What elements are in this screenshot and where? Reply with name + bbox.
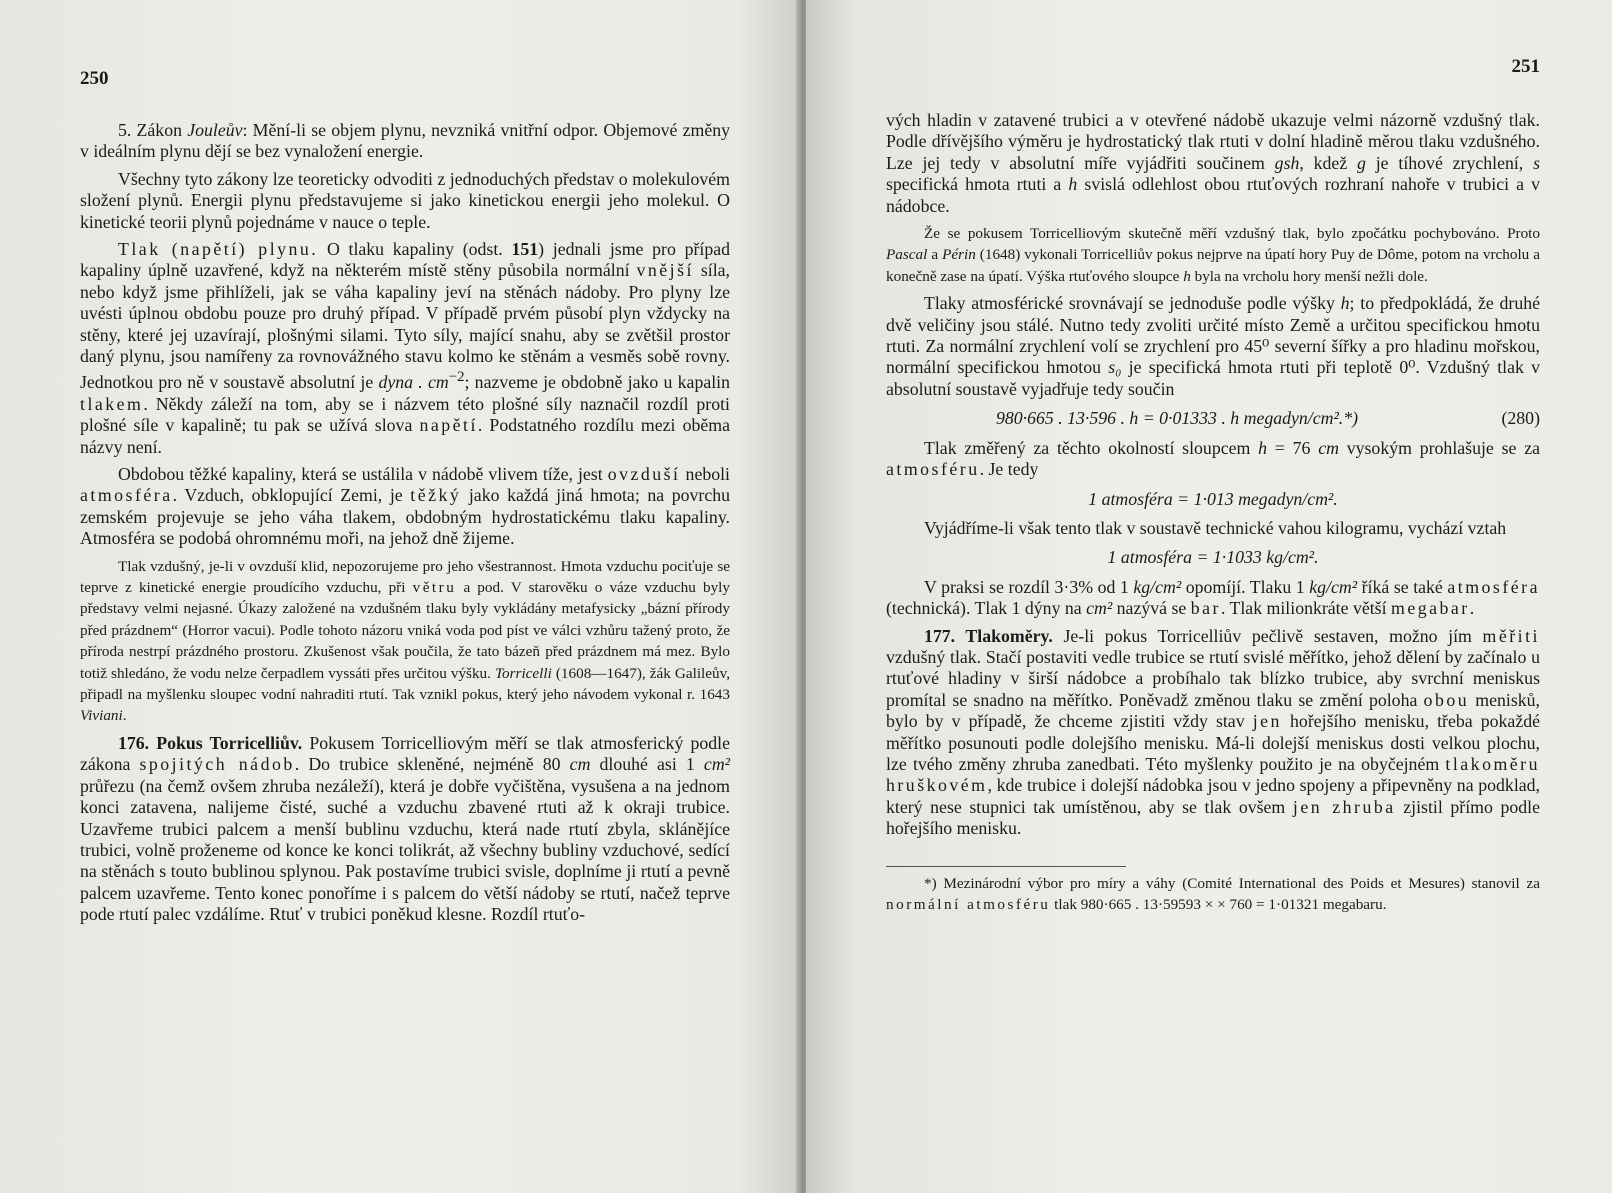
section-heading: 176. Pokus Torricelliův.: [118, 732, 303, 753]
paragraph: Tlaky atmosférické srovnávají se jednoduše podle výšky h; to předpokládá, že druhé dvě veličiny jsou stálé. Nutno tedy zvoliti určité místo Země a určitou specifickou hmotu rtuti. Za normální zrychlení volí se zrychlení pro 45⁰ severní šířky a pro hladinu mořskou, normální specifickou hmotou s₀ je specifická hmota rtuti při teplotě 0⁰. Vzdušný tlak v absolutní soustavě vyjadřuje tedy součin: [886, 293, 1541, 399]
footnote-rule: [886, 866, 1126, 867]
paragraph: Tlak změřený za těchto okolností sloupcem h = 76 cm vysokým prohlašuje se za atmosféru. Je tedy: [886, 437, 1540, 480]
equation-atmosphere: 1 atmosféra = 1·013 megadyn/cm².: [1088, 488, 1338, 509]
equation-280: 980·665 . 13·596 . h = 0·01333 . h megadyn/cm².*) (280): [996, 408, 1540, 429]
paragraph: vých hladin v zatavené trubici a v otevřené nádobě ukazuje velmi názorně vzdušný tlak. Podle dřívějšího výměru je hydrostatický tlak rtuti v dolní hladině měrou tlaku vzdušného. Lze jej tedy v absolutní míře vyjádřiti součinem gsh, kdež g je tíhové zrychlení, s specifická hmota rtuti a h svislá odlehlost obou rtuťových rozhraní nahoře v trubici a v nádobce.: [886, 110, 1540, 216]
page-number: 250: [80, 68, 109, 89]
equation-number: (280): [1501, 408, 1540, 429]
right-page: [806, 0, 1612, 1193]
left-page: [0, 0, 800, 1193]
footnote: *) Mezinárodní výbor pro míry a váhy (Comité International des Poids et Mesures) stanovil za normální atmosféru tlak 980·665 . 13·59593 × × 760 = 1·01321 megabaru.: [886, 874, 1540, 913]
small-print-paragraph: Že se pokusem Torricelliovým skutečně měří vzdušný tlak, bylo zpočátku pochybováno. Proto Pascal a Périn (1648) vykonali Torricelliův pokus nejprve na úpatí hory Puy de Dôme, potom na vrcholu a konečně zase na úpatí. Výška rtuťového sloupce h byla na vrcholu hory menší nežli dole.: [886, 225, 1540, 285]
small-print-paragraph: Tlak vzdušný, je-li v ovzduší klid, nepozorujeme pro jeho všestrannost. Hmota vzduchu pociťuje se teprve z kinetické energie proudícího vzduchu, při větru a pod. V starověku o váze vzduchu byly představy velmi nejasné. Úkazy založené na vzdušném tlaku byly vykládány metafysicky „bázní přírody před prázdnem“ (Horror vacui). Podle tohoto názoru vniká voda pod píst ve válci vzhůru tažený proto, že příroda nestrpí prázdného prostoru. Zkušenost však poučila, že tato bázeň před prázdnem má mez. Bylo totiž shledáno, že vodu nelze čerpadlem vyssáti přes určitou výšku. Torricelli (1608—1647), žák Galileův, připadl na myšlenku sloupec vodní nahraditi rtutí. Tak vznikl pokus, který jeho návodem vykonal r. 1643 Viviani.: [80, 557, 731, 725]
section-paragraph: 176. Pokus Torricelliův. Pokusem Torricelliovým měří se tlak atmosferický podle zákona spojitých nádob. Do trubice skleněné, nejméně 80 cm dlouhé asi 1 cm² průřezu (na čemž ovšem zhruba nezáleží), která je dobře vyčištěna, vysušena a na jednom konci zatavena, nalijeme čisté, suché a vzduchu zbavené rtuti až k okraji trubice. Uzavřeme trubici palcem a menší bublinu vzduchu, která nade rtutí zbyla, sklánějíce trubici, volně proženeme od konce ke konci tolikrát, až všechny bubliny vzduchové, sedící na stěnách s touto bublinou splynou. Pak postavíme trubici svisle, doplníme ji rtutí a pevně palcem uzavřeme. Tento konec ponoříme i s palcem do větší nádoby se rtutí, načež teprve pode rtutí palec vzdálíme. Rtuť v trubici poněkud klesne. Rozdíl rtuťo-: [80, 732, 730, 925]
page-number: 251: [1511, 56, 1540, 77]
section-heading: 177. Tlakoměry.: [924, 625, 1053, 646]
equation-technical-atmosphere: 1 atmosféra = 1·1033 kg/cm².: [1107, 547, 1319, 568]
paragraph: Vyjádříme-li však tento tlak v soustavě technické vahou kilogramu, vychází vztah: [924, 517, 1507, 538]
section-paragraph: 177. Tlakoměry. Je-li pokus Torricelliův pečlivě sestaven, možno jím měřiti vzdušný tlak. Stačí postaviti vedle trubice se rtutí svislé měřítko, jehož dělení by začínalo u rtuťové hladiny v širší nádobce a probíhalo tak blízko trubice, aby svrchní meniskus promítal se snadno na měřítko. Poněvadž změnou tlaku se změní poloha obou menisků, bylo by v případě, že chceme zjistiti vždy stav jen hořejšího menisku, třeba pokaždé měřítko posunouti podle dolejšího menisku. Má-li dolejší meniskus dosti velkou plochu, lze tvého změny zhruba zanedbati. Této myšlenky použito je na obyčejném tlakoměru hruškovém, kde trubice i dolejší nádobka jsou v jedno spojeny a připevněny na podklad, který nese stupnici tak umístěnou, aby se tlak ovšem jen zhruba zjistil přímo podle hořejšího menisku.: [886, 625, 1541, 839]
paragraph: Všechny tyto zákony lze teoreticky odvoditi z jednoduchých představ o molekulovém složení plynů. Energii plynu představujeme si jako kinetickou energii jeho molekul. O kinetické teorii plynů pojednáme v nauce o teple.: [80, 168, 730, 232]
paragraph: V praksi se rozdíl 3·3% od 1 kg/cm² opomíjí. Tlaku 1 kg/cm² říká se také atmosféra (technická). Tlak 1 dýny na cm² nazývá se bar. Tlak milionkráte větší megabar.: [886, 576, 1540, 619]
paragraph: 5. Zákon Jouleův: Mění-li se objem plynu, nevzniká vnitřní odpor. Objemové změny v ideálním plynu dějí se bez vynaložení energie.: [80, 120, 731, 162]
paragraph: Tlak (napětí) plynu. O tlaku kapaliny (odst. 151) jednali jsme pro případ kapaliny úplně uzavřené, když na některém místě stěny působila normální vnější síla, nebo když jsme přihlíželi, jak se váha kapaliny jeví na stěnách nádoby. Pro plyny lze uvésti úplnou obdobu pouze pro druhý případ. V případě prvém působí plyn vždycky na stěny, které jej uzavírají, plošnými silami. Tyto síly, mající snahu, aby se zvětšil prostor daný plynu, jsou namířeny za rovnovážného stavu kolmo ke stěnám a vesměs sobě rovny. Jednotkou pro ně v soustavě absolutní je dyna . $cm^{-2}$; nazveme je obdobně jako u kapalin tlakem. Někdy záleží na tom, aby se i názvem této plošné síly naznačil rozdíl proti plošné síle v kapalině; tu pak se užívá slova napětí. Podstatného rozdílu mezi oběma názvy není.: [80, 239, 731, 457]
paragraph: Obdobou těžké kapaliny, která se ustálila v nádobě vlivem tíže, jest ovzduší neboli atmosféra. Vzduch, obklopující Zemi, je těžký jako každá jiná hmota; na povrchu zemském projevuje se jeho váha tlakem, obdobným hydrostatickému tlaku kapaliny. Atmosféra se podobá ohromnému moři, na jehož dně žijeme.: [80, 464, 730, 549]
